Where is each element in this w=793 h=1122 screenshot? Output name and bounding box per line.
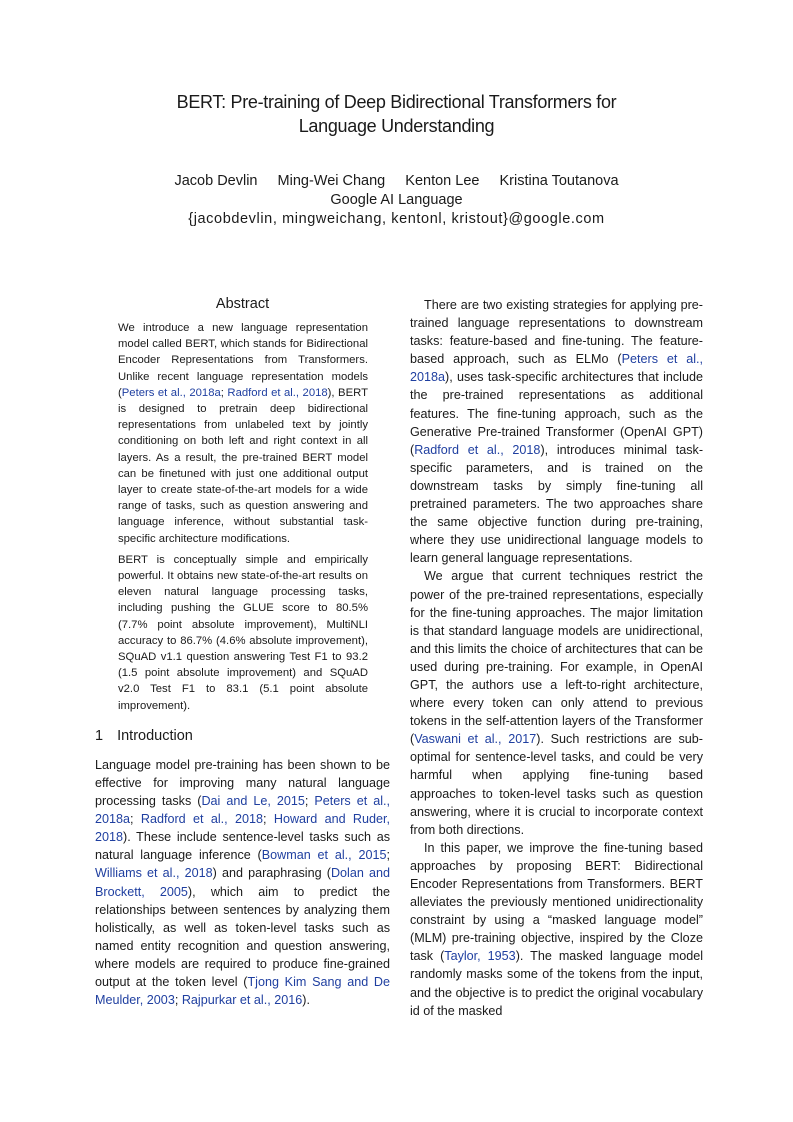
author-name: Jacob Devlin	[174, 173, 258, 189]
paper-title-line-1: BERT: Pre-training of Deep Bidirectional Transformers for	[176, 92, 617, 112]
abstract-paragraph-2	[118, 552, 368, 714]
paragraph-text: ). The masked language model randomly masks some of the tokens from the input, and the objective is to predict the original vocabulary id of the masked	[410, 949, 703, 1018]
intro-paragraph-3	[410, 567, 703, 838]
citation-link[interactable]: Peters et al., 2018a	[410, 352, 703, 385]
right-column	[410, 296, 703, 1020]
left-column	[95, 296, 390, 1009]
citation-link[interactable]: Tjong Kim Sang and De Meulder, 2003	[95, 975, 391, 1008]
author-block	[0, 172, 793, 229]
paragraph-text: ;	[174, 993, 182, 1008]
citation-link[interactable]: Radford et al., 2018	[227, 386, 328, 399]
author-name: Ming-Wei Chang	[277, 173, 386, 189]
section-heading-introduction	[95, 728, 390, 744]
abstract-paragraph-1	[118, 320, 368, 547]
intro-paragraph-2	[410, 296, 703, 567]
paragraph-text: ), which aim to predict the relationships between sentences by analyzing them holistically, as well as token-level tasks such as named entity recognition and question answering, where models are required to produce fine-grained output at the token level (	[95, 884, 390, 989]
citation-link[interactable]: Dolan and Brockett, 2005	[95, 866, 390, 899]
paragraph-text: ;	[220, 386, 228, 399]
paragraph-text: ). Such restrictions are sub-optimal for sentence-level tasks, and could be very harmful when applying fine-tuning based approaches to token-level tasks such as question answering, where it is crucial to incorporate context from both directions.	[410, 732, 704, 837]
author-names	[0, 172, 793, 191]
intro-paragraph-1	[95, 756, 390, 1009]
paragraph-text: There are two existing strategies for applying pre-trained language representations to downstream tasks: feature-based and fine-tuning. The feature-based approach, such as ELMo (	[410, 298, 703, 367]
author-affiliation: Google AI Language	[330, 192, 463, 208]
citation-link[interactable]: Howard and Ruder, 2018	[95, 812, 391, 845]
author-name: Kristina Toutanova	[499, 173, 619, 189]
abstract-heading: Abstract	[215, 296, 270, 312]
intro-paragraph-4	[410, 839, 703, 1020]
citation-link[interactable]: Williams et al., 2018	[95, 866, 213, 881]
citation-link[interactable]: Radford et al., 2018	[414, 442, 541, 457]
citation-link[interactable]: Bowman et al., 2015	[261, 848, 387, 863]
paragraph-text: ;	[130, 812, 141, 827]
paper-title	[0, 90, 793, 138]
paragraph-text: We introduce a new language representation model called BERT, which stands for Bidirectional Encoder Representations from Transformers. Unlike recent language representation models (	[118, 322, 368, 399]
citation-link[interactable]: Dai and Le, 2015	[201, 794, 305, 809]
author-emails: {jacobdevlin, mingweichang, kentonl, kristout}@google.com	[188, 211, 605, 227]
paragraph-text: ), BERT is designed to pretrain deep bidirectional representations from unlabeled text by jointly conditioning on both left and right context in all layers. As a result, the pre-trained BERT model can be finetuned with just one additional output layer to create state-of-the-art models for a wide range of tasks, such as question answering and language inference, without substantial task-specific architecture modifications.	[118, 386, 368, 545]
citation-link[interactable]: Peters et al., 2018a	[95, 794, 390, 827]
citation-link[interactable]: Radford et al., 2018	[140, 812, 263, 827]
section-number: 1	[95, 727, 104, 744]
paragraph-text: ;	[304, 794, 315, 809]
paragraph-text: BERT is conceptually simple and empirically powerful. It obtains new state-of-the-art results on eleven natural language processing tasks, including pushing the GLUE score to 80.5% (7.7% point absolute improvement), MultiNLI accuracy to 86.7% (4.6% absolute improvement), SQuAD v1.1 question answering Test F1 to 93.2 (1.5 point absolute improvement) and SQuAD v2.0 Test F1 to 83.1 (5.1 point absolute improvement).	[118, 553, 368, 712]
citation-link[interactable]: Peters et al., 2018a	[121, 386, 221, 399]
author-name: Kenton Lee	[405, 173, 480, 189]
paragraph-text: In this paper, we improve the fine-tuning based approaches by proposing BERT: Bidirectional Encoder Representations from Transformers. BERT alleviates the previously mentioned unidirectionality constraint by using a “masked language model” (MLM) pre-training objective, inspired by the Cloze task (	[410, 840, 703, 964]
section-title: Introduction	[117, 727, 193, 744]
paragraph-text: ) and paraphrasing (	[212, 866, 331, 881]
paragraph-text: ), introduces minimal task-specific parameters, and is trained on the downstream tasks by simply fine-tuning all pretrained parameters. The two approaches share the same objective function during pre-training, where they use unidirectional language models to learn general language representations.	[410, 442, 704, 566]
citation-link[interactable]: Vaswani et al., 2017	[414, 732, 537, 747]
paragraph-text: ;	[263, 812, 274, 827]
paragraph-text: ). These include sentence-level tasks such as natural language inference (	[95, 830, 390, 863]
paragraph-text: ), uses task-specific architectures that include the pre-trained representations as additional features. The fine-tuning approach, such as the Generative Pre-trained Transformer (OpenAI GPT) (	[410, 370, 703, 457]
paragraph-text: Language model pre-training has been shown to be effective for improving many natural language processing tasks (	[95, 757, 390, 809]
paragraph-text: We argue that current techniques restrict the power of the pre-trained representations, especially for the fine-tuning approaches. The major limitation is that standard language models are unidirectional, and this limits the choice of architectures that can be used during pre-training. For example, in OpenAI GPT, the authors use a left-to-right architecture, where every token can only attend to previous tokens in the self-attention layers of the Transformer (	[410, 569, 703, 747]
paragraph-text: ).	[302, 993, 310, 1008]
paper-title-line-2: Language Understanding	[298, 116, 495, 136]
citation-link[interactable]: Rajpurkar et al., 2016	[181, 993, 303, 1008]
paragraph-text: ;	[386, 848, 390, 863]
citation-link[interactable]: Taylor, 1953	[444, 949, 516, 964]
